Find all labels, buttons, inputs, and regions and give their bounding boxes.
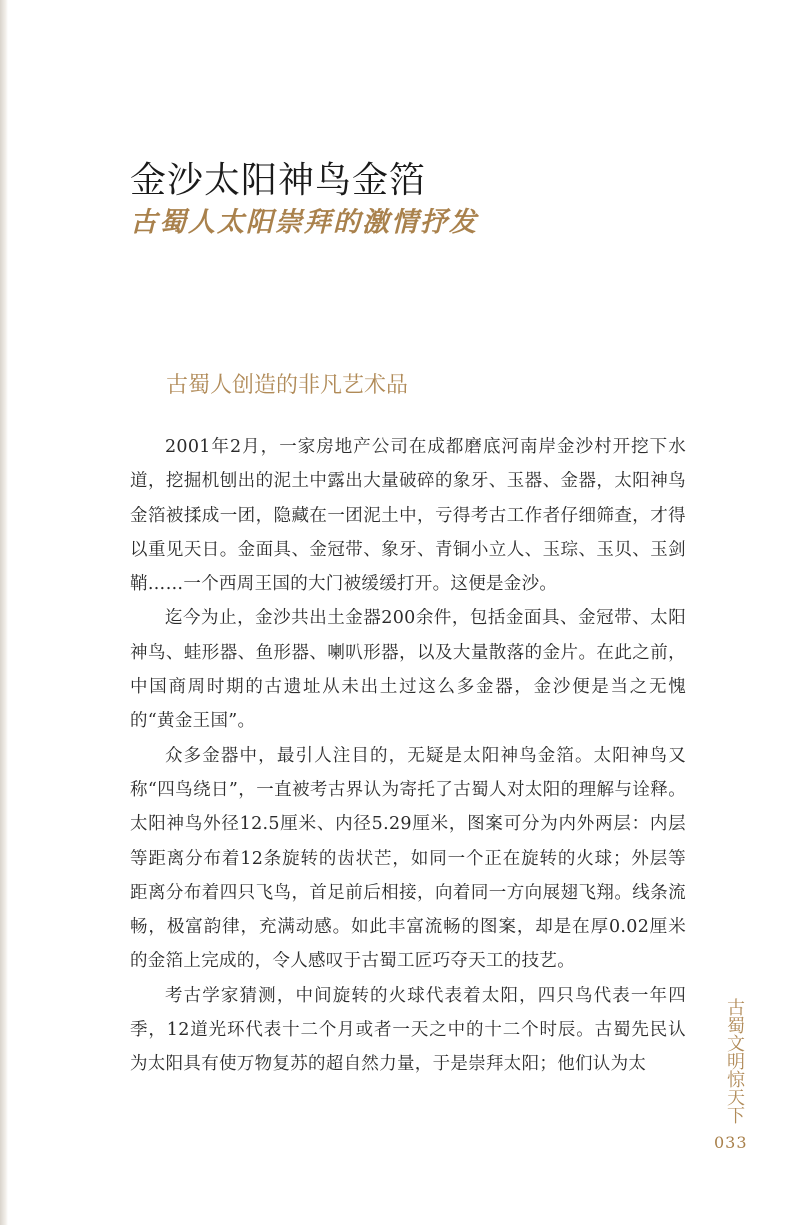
section-heading: 古蜀人创造的非凡艺术品 [166, 373, 409, 398]
body-paragraph: 众多金器中，最引人注目的，无疑是太阳神鸟金箔。太阳神鸟又称“四鸟绕日”，一直被考古界认为寄托了古蜀人对太阳的理解与诠释。太阳神鸟外径12.5厘米、内径5.29厘米，图案可分为内外两层：内层等距离分布着12条旋转的齿状芒，如同一个正在旋转的火球；外层等距离分布着四只飞鸟，首足前后相接，向着同一方向展翅飞翔。线条流畅，极富韵律，充满动感。如此丰富流畅的图案，却是在厚0.02厘米的金箔上完成的，令人感叹于古蜀工匠巧夺天工的技艺。 [130, 745, 686, 972]
chapter-subtitle: 古蜀人太阳崇拜的激情抒发 [130, 207, 478, 238]
chapter-title: 金沙太阳神鸟金箔 [130, 160, 427, 201]
body-text [130, 430, 686, 1082]
body-paragraph: 2001年2月，一家房地产公司在成都磨底河南岸金沙村开挖下水道，挖掘机刨出的泥土中露出大量破碎的象牙、玉器、金器，太阳神鸟金箔被揉成一团，隐藏在一团泥土中，亏得考古工作者仔细筛查，才得以重见天日。金面具、金冠带、象牙、青铜小立人、玉琮、玉贝、玉剑鞘……一个西周王国的大门被缓缓打开。这便是金沙。 [130, 437, 686, 595]
page-number: 033 [714, 1133, 748, 1152]
running-book-title: 古蜀文明惊天下 [724, 998, 745, 1124]
body-paragraph: 考古学家猜测，中间旋转的火球代表着太阳，四只鸟代表一年四季，12道光环代表十二个月或者一天之中的十二个时辰。古蜀先民认为太阳具有使万物复苏的超自然力量，于是崇拜太阳；他们认为太 [130, 985, 686, 1075]
page-spine-shadow [0, 0, 8, 1225]
body-paragraph: 迄今为止，金沙共出土金器200余件，包括金面具、金冠带、太阳神鸟、蛙形器、鱼形器、喇叭形器，以及大量散落的金片。在此之前，中国商周时期的古遗址从未出土过这么多金器，金沙便是当之无愧的“黄金王国”。 [130, 608, 686, 732]
